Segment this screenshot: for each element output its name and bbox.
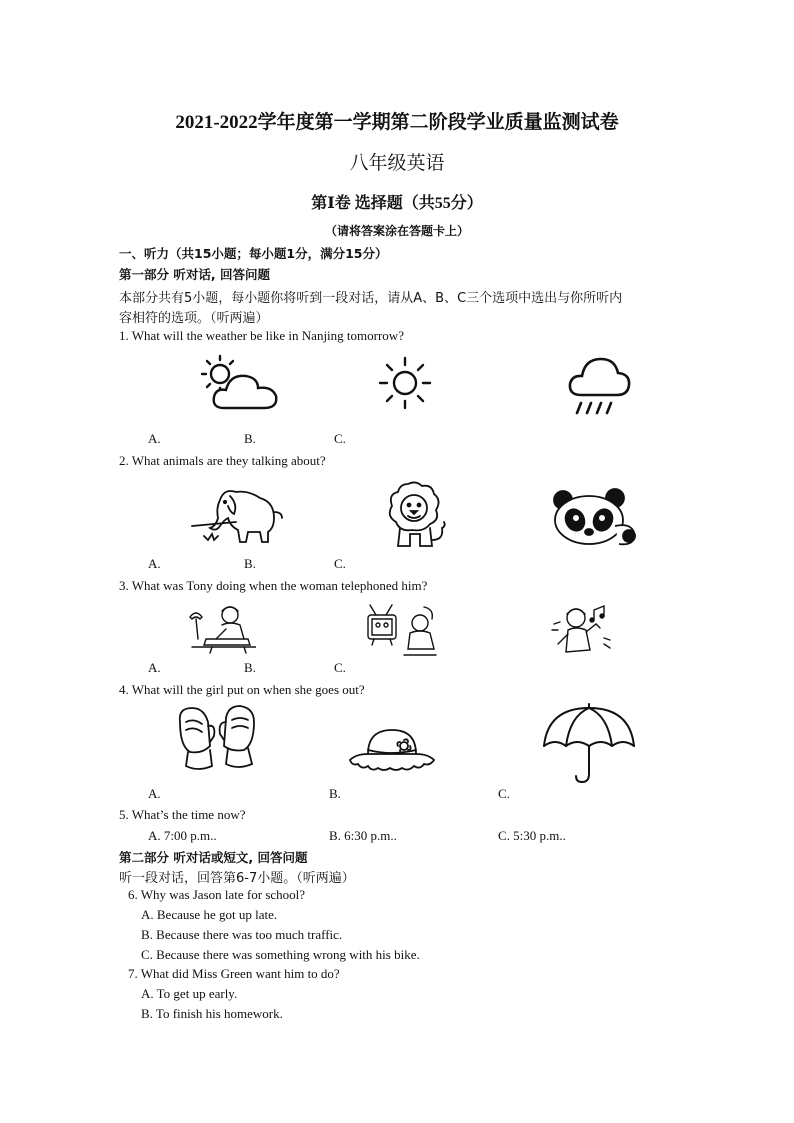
section2-intro: 听一段对话，回答第6-7小题。（听两遍） xyxy=(119,871,355,886)
panda-icon xyxy=(549,486,637,548)
q6-option-b[interactable]: B. Because there was too much traffic. xyxy=(141,927,343,942)
sun-icon xyxy=(374,354,436,412)
mittens-icon xyxy=(172,702,262,776)
q2-option-a[interactable]: A. xyxy=(148,556,161,571)
sun-behind-cloud-icon xyxy=(198,352,282,414)
exam-title: 2021-2022学年度第一学期第二阶段学业质量监测试卷 xyxy=(175,112,619,133)
q3-option-b[interactable]: B. xyxy=(244,660,256,675)
question-2: 2. What animals are they talking about? xyxy=(119,453,326,468)
answer-note: （请将答案涂在答题卡上） xyxy=(324,224,469,238)
q1-option-a[interactable]: A. xyxy=(148,431,161,446)
q7-option-b[interactable]: B. To finish his homework. xyxy=(141,1006,283,1021)
q1-option-c[interactable]: C. xyxy=(334,431,346,446)
q6-option-a[interactable]: A. Because he got up late. xyxy=(141,907,278,922)
section2-heading: 第二部分 听对话或短文, 回答问题 xyxy=(119,850,308,865)
q4-option-b[interactable]: B. xyxy=(329,786,341,801)
boy-singing-icon xyxy=(550,600,614,664)
section1-intro-line2: 容相符的选项。（听两遍） xyxy=(119,311,269,326)
listening-heading: 一、听力（共15小题；每小题1分，满分15分） xyxy=(119,246,388,261)
q4-option-c[interactable]: C. xyxy=(498,786,510,801)
part-heading: 第Ⅰ卷 选择题（共55分） xyxy=(311,195,483,212)
umbrella-icon xyxy=(540,702,638,784)
q5-option-b[interactable]: B. 6:30 p.m.. xyxy=(329,828,397,843)
question-6: 6. Why was Jason late for school? xyxy=(128,887,306,902)
q2-option-b[interactable]: B. xyxy=(244,556,256,571)
boy-watching-tv-icon xyxy=(364,603,438,659)
elephant-icon xyxy=(190,482,286,548)
hat-icon xyxy=(346,726,438,774)
lion-icon xyxy=(378,480,450,550)
section1-heading: 第一部分 听对话, 回答问题 xyxy=(119,267,270,282)
q5-option-c[interactable]: C. 5:30 p.m.. xyxy=(498,828,566,843)
q2-option-c[interactable]: C. xyxy=(334,556,346,571)
q3-option-c[interactable]: C. xyxy=(334,660,346,675)
boy-studying-icon xyxy=(186,603,256,655)
q4-option-a[interactable]: A. xyxy=(148,786,161,801)
q7-option-a[interactable]: A. To get up early. xyxy=(141,986,238,1001)
question-5: 5. What’s the time now? xyxy=(119,807,246,822)
question-4: 4. What will the girl put on when she goes out? xyxy=(119,682,365,697)
question-7: 7. What did Miss Green want him to do? xyxy=(128,966,340,981)
section1-intro-line1: 本部分共有5小题，每小题你将听到一段对话，请从A、B、C三个选项中选出与你所听内 xyxy=(119,291,623,306)
question-1: 1. What will the weather be like in Nanjing tomorrow? xyxy=(119,328,404,343)
rain-cloud-icon xyxy=(563,353,635,419)
q6-option-c[interactable]: C. Because there was something wrong with his bike. xyxy=(141,947,420,962)
q5-option-a[interactable]: A. 7:00 p.m.. xyxy=(148,828,217,843)
question-3: 3. What was Tony doing when the woman telephoned him? xyxy=(119,578,428,593)
q1-option-b[interactable]: B. xyxy=(244,431,256,446)
exam-subtitle: 八年级英语 xyxy=(349,152,445,174)
q3-option-a[interactable]: A. xyxy=(148,660,161,675)
